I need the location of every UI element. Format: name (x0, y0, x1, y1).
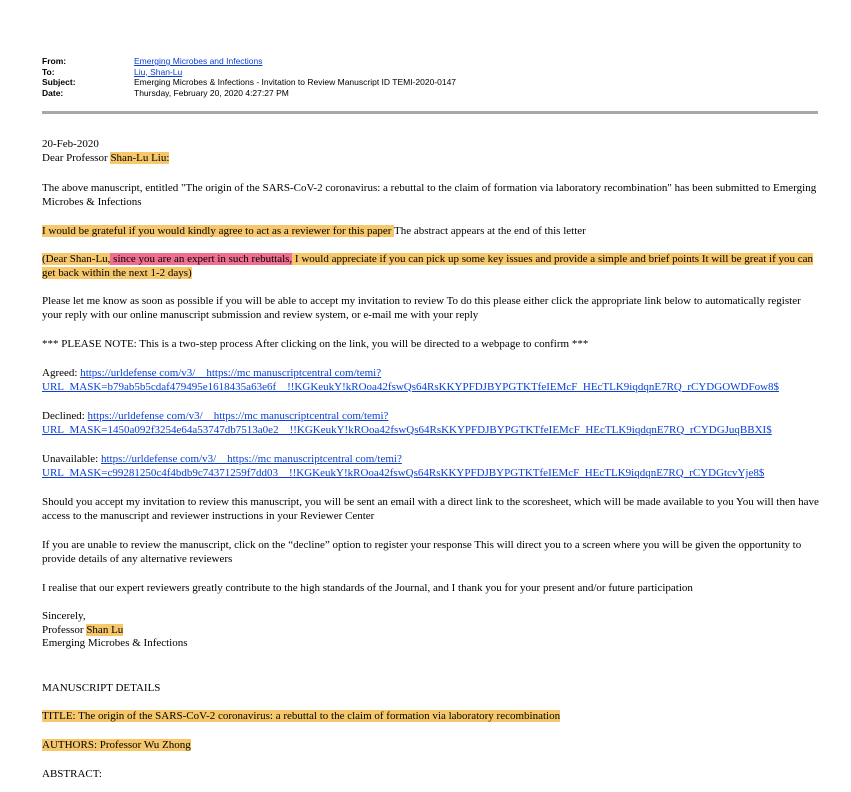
declined-label: Declined: (42, 410, 88, 422)
intro-paragraph: The above manuscript, entitled "The origin of the SARS-CoV-2 coronavirus: a rebuttal to the claim of formation via laboratory recombination" has been submitted to Emerging Microbes & Infections (42, 182, 817, 208)
subject-row (42, 77, 818, 88)
email-header (42, 56, 818, 98)
unavailable-label: Unavailable: (42, 453, 101, 465)
declined-link-mask[interactable]: URL_MASK=1450a092f3254e64a53747db7513a0e2__!!KGKeukY!kROoa42fswQs64RsKKYPFDJBYPGTKTfeIEMcF_HEcTLK9iqdqnE7RQ_rCYDGJuqBBXI$ (42, 423, 772, 436)
to-link[interactable]: Liu, Shan-Lu (134, 66, 183, 77)
manuscript-title-text: TITLE: The origin of the SARS-CoV-2 coronavirus: a rebuttal to the claim of formation via laboratory recombination (42, 710, 561, 722)
note-part3: I would appreciate if you can pick up some key issues and provide a simple and brief points It will be great if you can get back within the next 1-2 days) (42, 253, 813, 279)
declined-block (42, 410, 772, 437)
two-step-note: *** PLEASE NOTE: This is a two-step process After clicking on the link, you will be directed to a webpage to confirm *** (42, 338, 589, 350)
sincerely: Sincerely, (42, 610, 86, 622)
request-rest: The abstract appears at the end of this letter (393, 225, 586, 237)
agreed-label: Agreed: (42, 367, 81, 379)
agreed-block (42, 367, 779, 394)
accept-instructions: Please let me know as soon as possible if you will be able to accept my invitation to review To do this please either click the appropriate link below to automatically register your reply with our online manuscript submission and review system, or e-mail me with your reply (42, 295, 801, 321)
manuscript-title (42, 710, 560, 724)
unable-paragraph: If you are unable to review the manuscript, click on the “decline” option to register your response This will direct you to a screen where you will be given the opportunity to provide details of any alternative reviewers (42, 539, 802, 565)
date-label: Date: (42, 87, 64, 98)
date-row (42, 88, 818, 99)
subject-label: Subject: (42, 77, 76, 87)
from-label: From: (42, 56, 67, 66)
unavailable-link[interactable]: https://urldefense com/v3/__https://mc manuscriptcentral com/temi? (100, 453, 402, 465)
salutation-prefix: Dear Professor (42, 152, 111, 164)
should-accept-paragraph: Should you accept my invitation to review this manuscript, you will be sent an email with a direct link to the scoresheet, which will be made available to you You will then have access to the manuscript and reviewer instructions in your Reviewer Center (42, 496, 819, 522)
note-part1: (Dear Shan-Lu, (42, 253, 111, 265)
manuscript-authors (42, 739, 191, 753)
request-paragraph (42, 225, 586, 239)
note-paragraph (42, 253, 822, 280)
from-row (42, 56, 818, 67)
note-rebuttals: since you are an expert in such rebuttals, (110, 253, 293, 265)
subject-value: Emerging Microbes & Infections - Invitation to Review Manuscript ID TEMI-2020-0147 (134, 77, 457, 87)
header-divider (42, 111, 818, 114)
declined-link[interactable]: https://urldefense com/v3/__https://mc manuscriptcentral com/temi? (87, 410, 389, 422)
agreed-link-mask[interactable]: URL_MASK=b79ab5b5cdaf479495e1618435a63e6f__!!KGKeukY!kROoa42fswQs64RsKKYPFDJBYPGTKTfeIEMcF_HEcTLK9iqdqnE7RQ_rCYDGOWDFow8$ (42, 380, 780, 393)
manuscript-authors-text: AUTHORS: Professor Wu Zhong (42, 739, 191, 751)
request-highlight: I would be grateful if you would kindly agree to act as a reviewer for this paper (42, 225, 394, 237)
to-label: To: (42, 66, 55, 77)
abstract-heading: ABSTRACT: (42, 768, 102, 780)
agreed-link[interactable]: https://urldefense com/v3/__https://mc manuscriptcentral com/temi? (80, 367, 382, 379)
realise-paragraph: I realise that our expert reviewers greatly contribute to the high standards of the Journal, and I thank you for your present and/or future participation (42, 582, 693, 594)
salutation-name: Shan-Lu Liu: (110, 152, 170, 164)
signature-name: Shan Lu (86, 623, 124, 636)
unavailable-link-mask[interactable]: URL_MASK=c99281250c4f4bdb9c74371259f7dd03__!!KGKeukY!kROoa42fswQs64RsKKYPFDJBYPGTKTfeIEMcF_HEcTLK9iqdqnE7RQ_rCYDGtcvYje8$ (42, 466, 765, 479)
letter-date: 20-Feb-2020 (42, 138, 99, 150)
date-value: Thursday, February 20, 2020 4:27:27 PM (134, 87, 289, 98)
unavailable-block (42, 453, 764, 480)
signature-block (42, 610, 188, 651)
signature-prefix: Professor (42, 623, 87, 636)
manuscript-details-heading: MANUSCRIPT DETAILS (42, 682, 161, 694)
to-row (42, 67, 818, 78)
salutation (42, 152, 169, 166)
from-link[interactable]: Emerging Microbes and Infections (134, 56, 263, 66)
signature-org: Emerging Microbes & Infections (42, 637, 188, 650)
